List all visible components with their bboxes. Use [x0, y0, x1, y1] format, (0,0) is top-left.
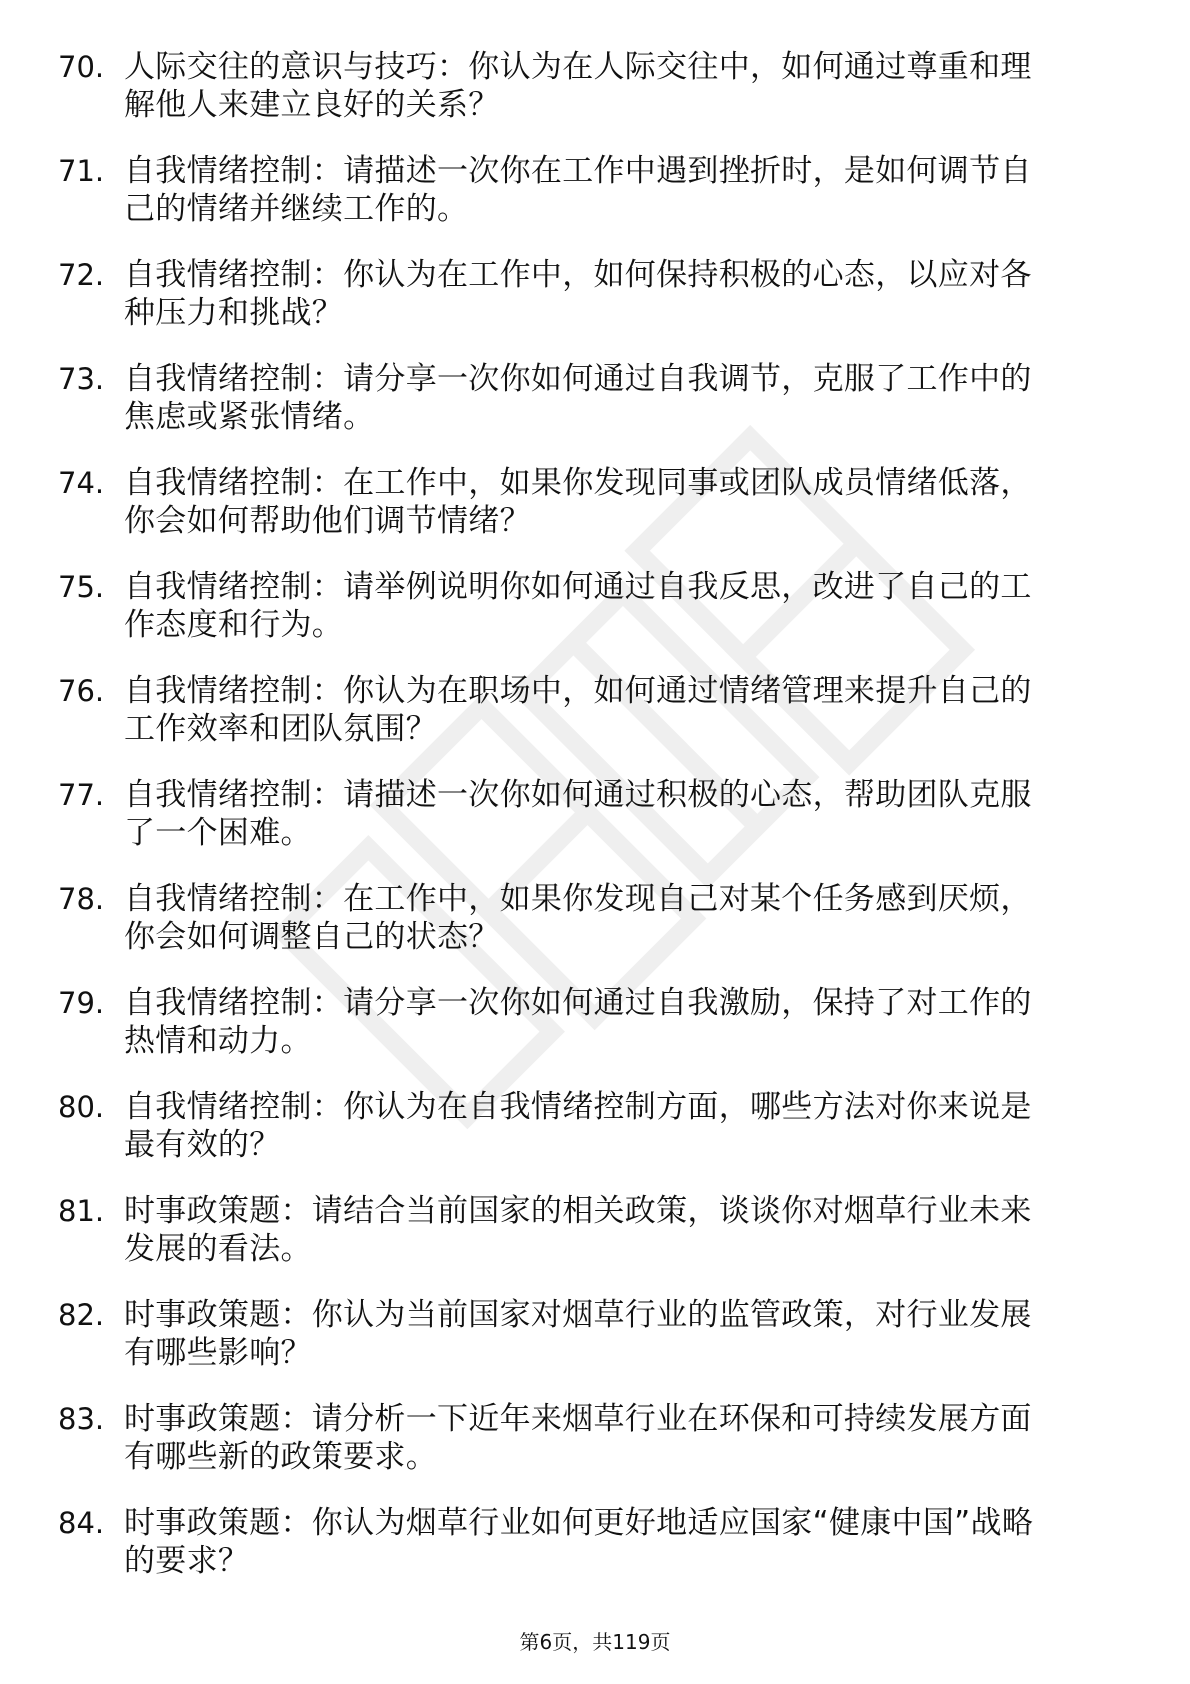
question-item: [58, 672, 1118, 776]
question-text: 时事政策题：请分析一下近年来烟草行业在环保和可持续发展方面有哪些新的政策要求。: [124, 1401, 1032, 1475]
question-item: [58, 48, 1118, 152]
question-text: 自我情绪控制：你认为在自我情绪控制方面，哪些方法对你来说是最有效的？: [124, 1089, 1032, 1163]
question-number: 71.: [58, 154, 105, 188]
question-item: [58, 1504, 1118, 1608]
question-item: [58, 776, 1118, 880]
question-text: 时事政策题：请结合当前国家的相关政策，谈谈你对烟草行业未来发展的看法。: [124, 1193, 1032, 1267]
page-footer: 第6页，共119页: [519, 1630, 671, 1654]
question-text: 自我情绪控制：在工作中，如果你发现自己对某个任务感到厌烦，你会如何调整自己的状态？: [124, 881, 1032, 955]
question-number: 81.: [58, 1194, 105, 1228]
question-number: 83.: [58, 1402, 105, 1436]
question-number: 72.: [58, 258, 105, 292]
question-text: 自我情绪控制：请举例说明你如何通过自我反思，改进了自己的工作态度和行为。: [124, 569, 1032, 643]
question-text: 人际交往的意识与技巧：你认为在人际交往中，如何通过尊重和理解他人来建立良好的关系？: [124, 49, 1032, 123]
question-number: 77.: [58, 778, 105, 812]
question-list: [58, 48, 1118, 1608]
question-item: [58, 152, 1118, 256]
question-number: 78.: [58, 882, 105, 916]
question-number: 73.: [58, 362, 105, 396]
question-item: [58, 1400, 1118, 1504]
question-item: [58, 984, 1118, 1088]
question-text: 自我情绪控制：你认为在职场中，如何通过情绪管理来提升自己的工作效率和团队氛围？: [124, 673, 1032, 747]
question-text: 自我情绪控制：请分享一次你如何通过自我激励，保持了对工作的热情和动力。: [124, 985, 1032, 1059]
question-text: 自我情绪控制：请分享一次你如何通过自我调节，克服了工作中的焦虑或紧张情绪。: [124, 361, 1032, 435]
question-number: 84.: [58, 1506, 105, 1540]
question-item: [58, 256, 1118, 360]
question-item: [58, 1088, 1118, 1192]
question-item: [58, 880, 1118, 984]
question-number: 76.: [58, 674, 105, 708]
question-text: 时事政策题：你认为烟草行业如何更好地适应国家“健康中国”战略的要求？: [124, 1505, 1034, 1579]
question-text: 自我情绪控制：请描述一次你在工作中遇到挫折时，是如何调节自己的情绪并继续工作的。: [124, 153, 1032, 227]
question-number: 82.: [58, 1298, 105, 1332]
question-text: 时事政策题：你认为当前国家对烟草行业的监管政策，对行业发展有哪些影响？: [124, 1297, 1032, 1371]
question-number: 70.: [58, 50, 105, 84]
question-number: 74.: [58, 466, 105, 500]
question-text: 自我情绪控制：在工作中，如果你发现同事或团队成员情绪低落，你会如何帮助他们调节情绪？: [124, 465, 1032, 539]
question-item: [58, 1192, 1118, 1296]
question-number: 75.: [58, 570, 105, 604]
question-item: [58, 360, 1118, 464]
question-number: 79.: [58, 986, 105, 1020]
question-text: 自我情绪控制：请描述一次你如何通过积极的心态，帮助团队克服了一个困难。: [124, 777, 1032, 851]
question-item: [58, 1296, 1118, 1400]
question-number: 80.: [58, 1090, 105, 1124]
question-item: [58, 568, 1118, 672]
question-text: 自我情绪控制：你认为在工作中，如何保持积极的心态，以应对各种压力和挑战？: [124, 257, 1032, 331]
question-item: [58, 464, 1118, 568]
